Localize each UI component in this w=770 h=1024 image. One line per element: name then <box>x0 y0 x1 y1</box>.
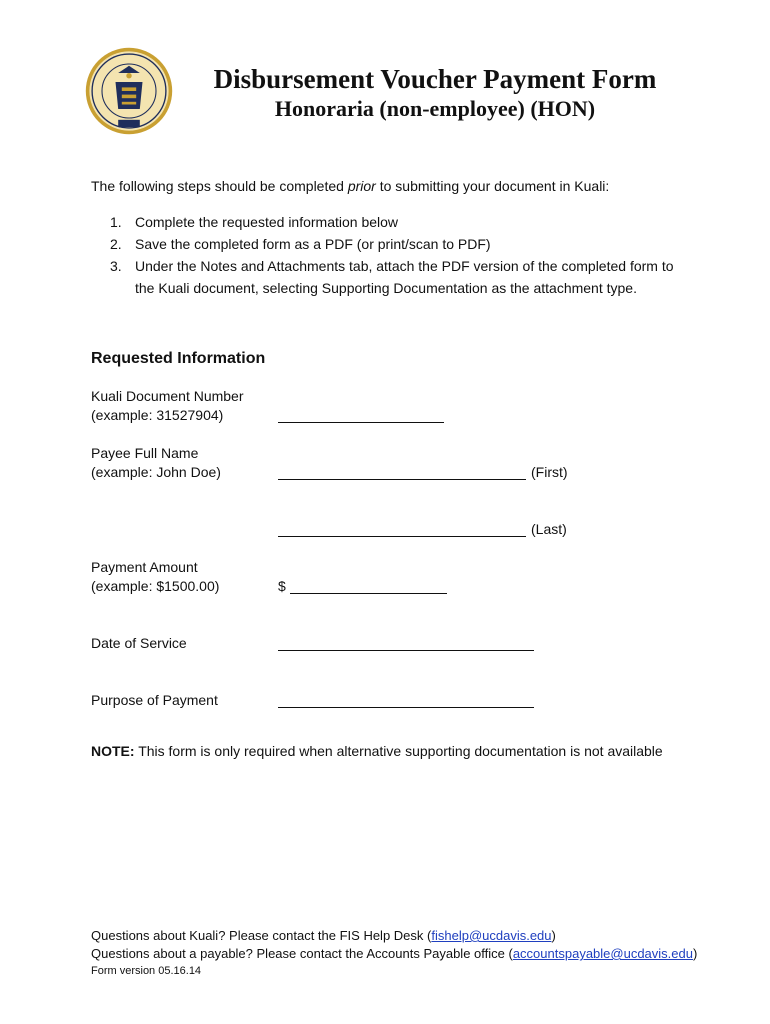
step-3: 3. Under the Notes and Attachments tab, attach the PDF version of the completed form to the Kuali document, selecting Supporting Documentation as the attachment type. <box>110 258 674 296</box>
fishelp-email-link[interactable]: fishelp@ucdavis.edu <box>431 928 552 943</box>
payment-amount-field[interactable] <box>290 593 447 594</box>
date-of-service-label: Date of Service <box>91 635 187 651</box>
kuali-help-line: Questions about Kuali? Please contact the FIS Help Desk (fishelp@ucdavis.edu) <box>91 928 556 943</box>
form-subtitle: Honoraria (non-employee) (HON) <box>274 96 596 121</box>
first-name-suffix: (First) <box>531 464 568 480</box>
step-2: 2. Save the completed form as a PDF (or print/scan to PDF) <box>110 236 491 252</box>
purpose-of-payment-field[interactable] <box>278 707 534 708</box>
doc-number-field[interactable] <box>278 422 444 423</box>
note-text: NOTE: This form is only required when alternative supporting documentation is not available <box>91 743 663 759</box>
purpose-of-payment-label: Purpose of Payment <box>91 692 218 708</box>
payment-amount-label: Payment Amount (example: $1500.00) <box>91 559 220 594</box>
form-title: Disbursement Voucher Payment Form <box>213 64 657 94</box>
payee-first-name-field[interactable] <box>278 479 526 480</box>
dollar-sign: $ <box>278 578 286 594</box>
university-seal-icon <box>84 46 174 136</box>
footer <box>91 927 697 980</box>
payee-last-name-field[interactable] <box>278 536 526 537</box>
step-1: 1. Complete the requested information below <box>110 214 399 230</box>
payee-name-label: Payee Full Name (example: John Doe) <box>91 445 221 480</box>
intro-emphasis: prior <box>347 178 376 194</box>
last-name-suffix: (Last) <box>531 521 567 537</box>
note-label: NOTE: <box>91 743 135 759</box>
steps-list <box>110 211 674 299</box>
requested-information-heading: Requested Information <box>91 350 266 367</box>
accounts-payable-email-link[interactable]: accountspayable@ucdavis.edu <box>512 946 693 961</box>
payable-help-line: Questions about a payable? Please contact the Accounts Payable office (accountspayable@ucdavis.edu) <box>91 946 698 961</box>
doc-number-label: Kuali Document Number (example: 31527904) <box>91 388 244 423</box>
date-of-service-field[interactable] <box>278 650 534 651</box>
form-version: Form version 05.16.14 <box>91 965 202 977</box>
intro-text: The following steps should be completed prior to submitting your document in Kuali: <box>91 178 610 194</box>
